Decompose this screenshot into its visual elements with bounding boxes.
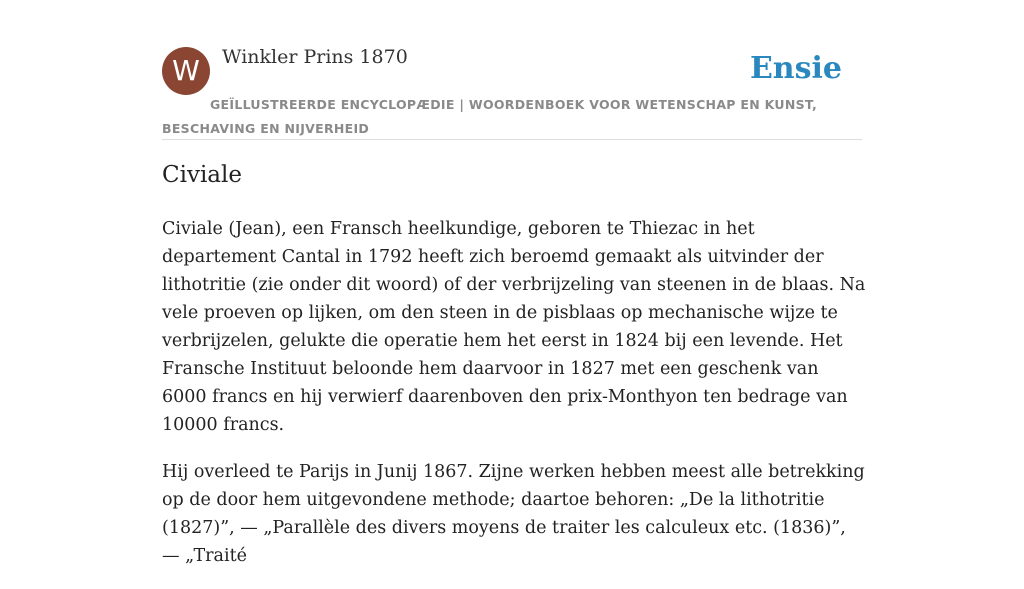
article-body [162,215,868,589]
header-divider [162,139,862,140]
source-title[interactable]: Winkler Prins 1870 [222,46,408,68]
source-subtitle: GEÏLLUSTREERDE ENCYCLOPÆDIE | WOORDENBOEK VOOR WETENSCHAP EN KUNST, BESCHAVING EN NIJVERHEID [162,97,818,136]
article-paragraph: Hij overleed te Parijs in Junij 1867. Zijne werken hebben meest alle betrekking op de door hem uitgevondene methode; daartoe behoren: „De la lithotritie (1827)”, — „Parallèle des divers moyens de traiter les calculeux etc. (1836)”, — „Traité [162,462,865,566]
article-paragraph: Civiale (Jean), een Fransch heelkundige, geboren te Thiezac in het departement Cantal in 1792 heeft zich beroemd gemaakt als uitvinder der lithotritie (zie onder dit woord) of der verbrijzeling van steenen in de blaas. Na vele proeven op lijken, om den steen in de pisblaas op mechanische wijze te verbrijzelen, gelukte die operatie hem het eerst in 1824 bij een levende. Het Fransche Instituut beloonde hem daarvoor in 1827 met een geschenk van 6000 francs en hij verwierf daarenboven den prix-Monthyon ten bedrage van 10000 francs. [162,219,866,435]
source-avatar[interactable]: W [162,47,210,95]
article-title: Civiale [162,162,242,188]
ensie-logo[interactable]: Ensie [749,51,842,86]
